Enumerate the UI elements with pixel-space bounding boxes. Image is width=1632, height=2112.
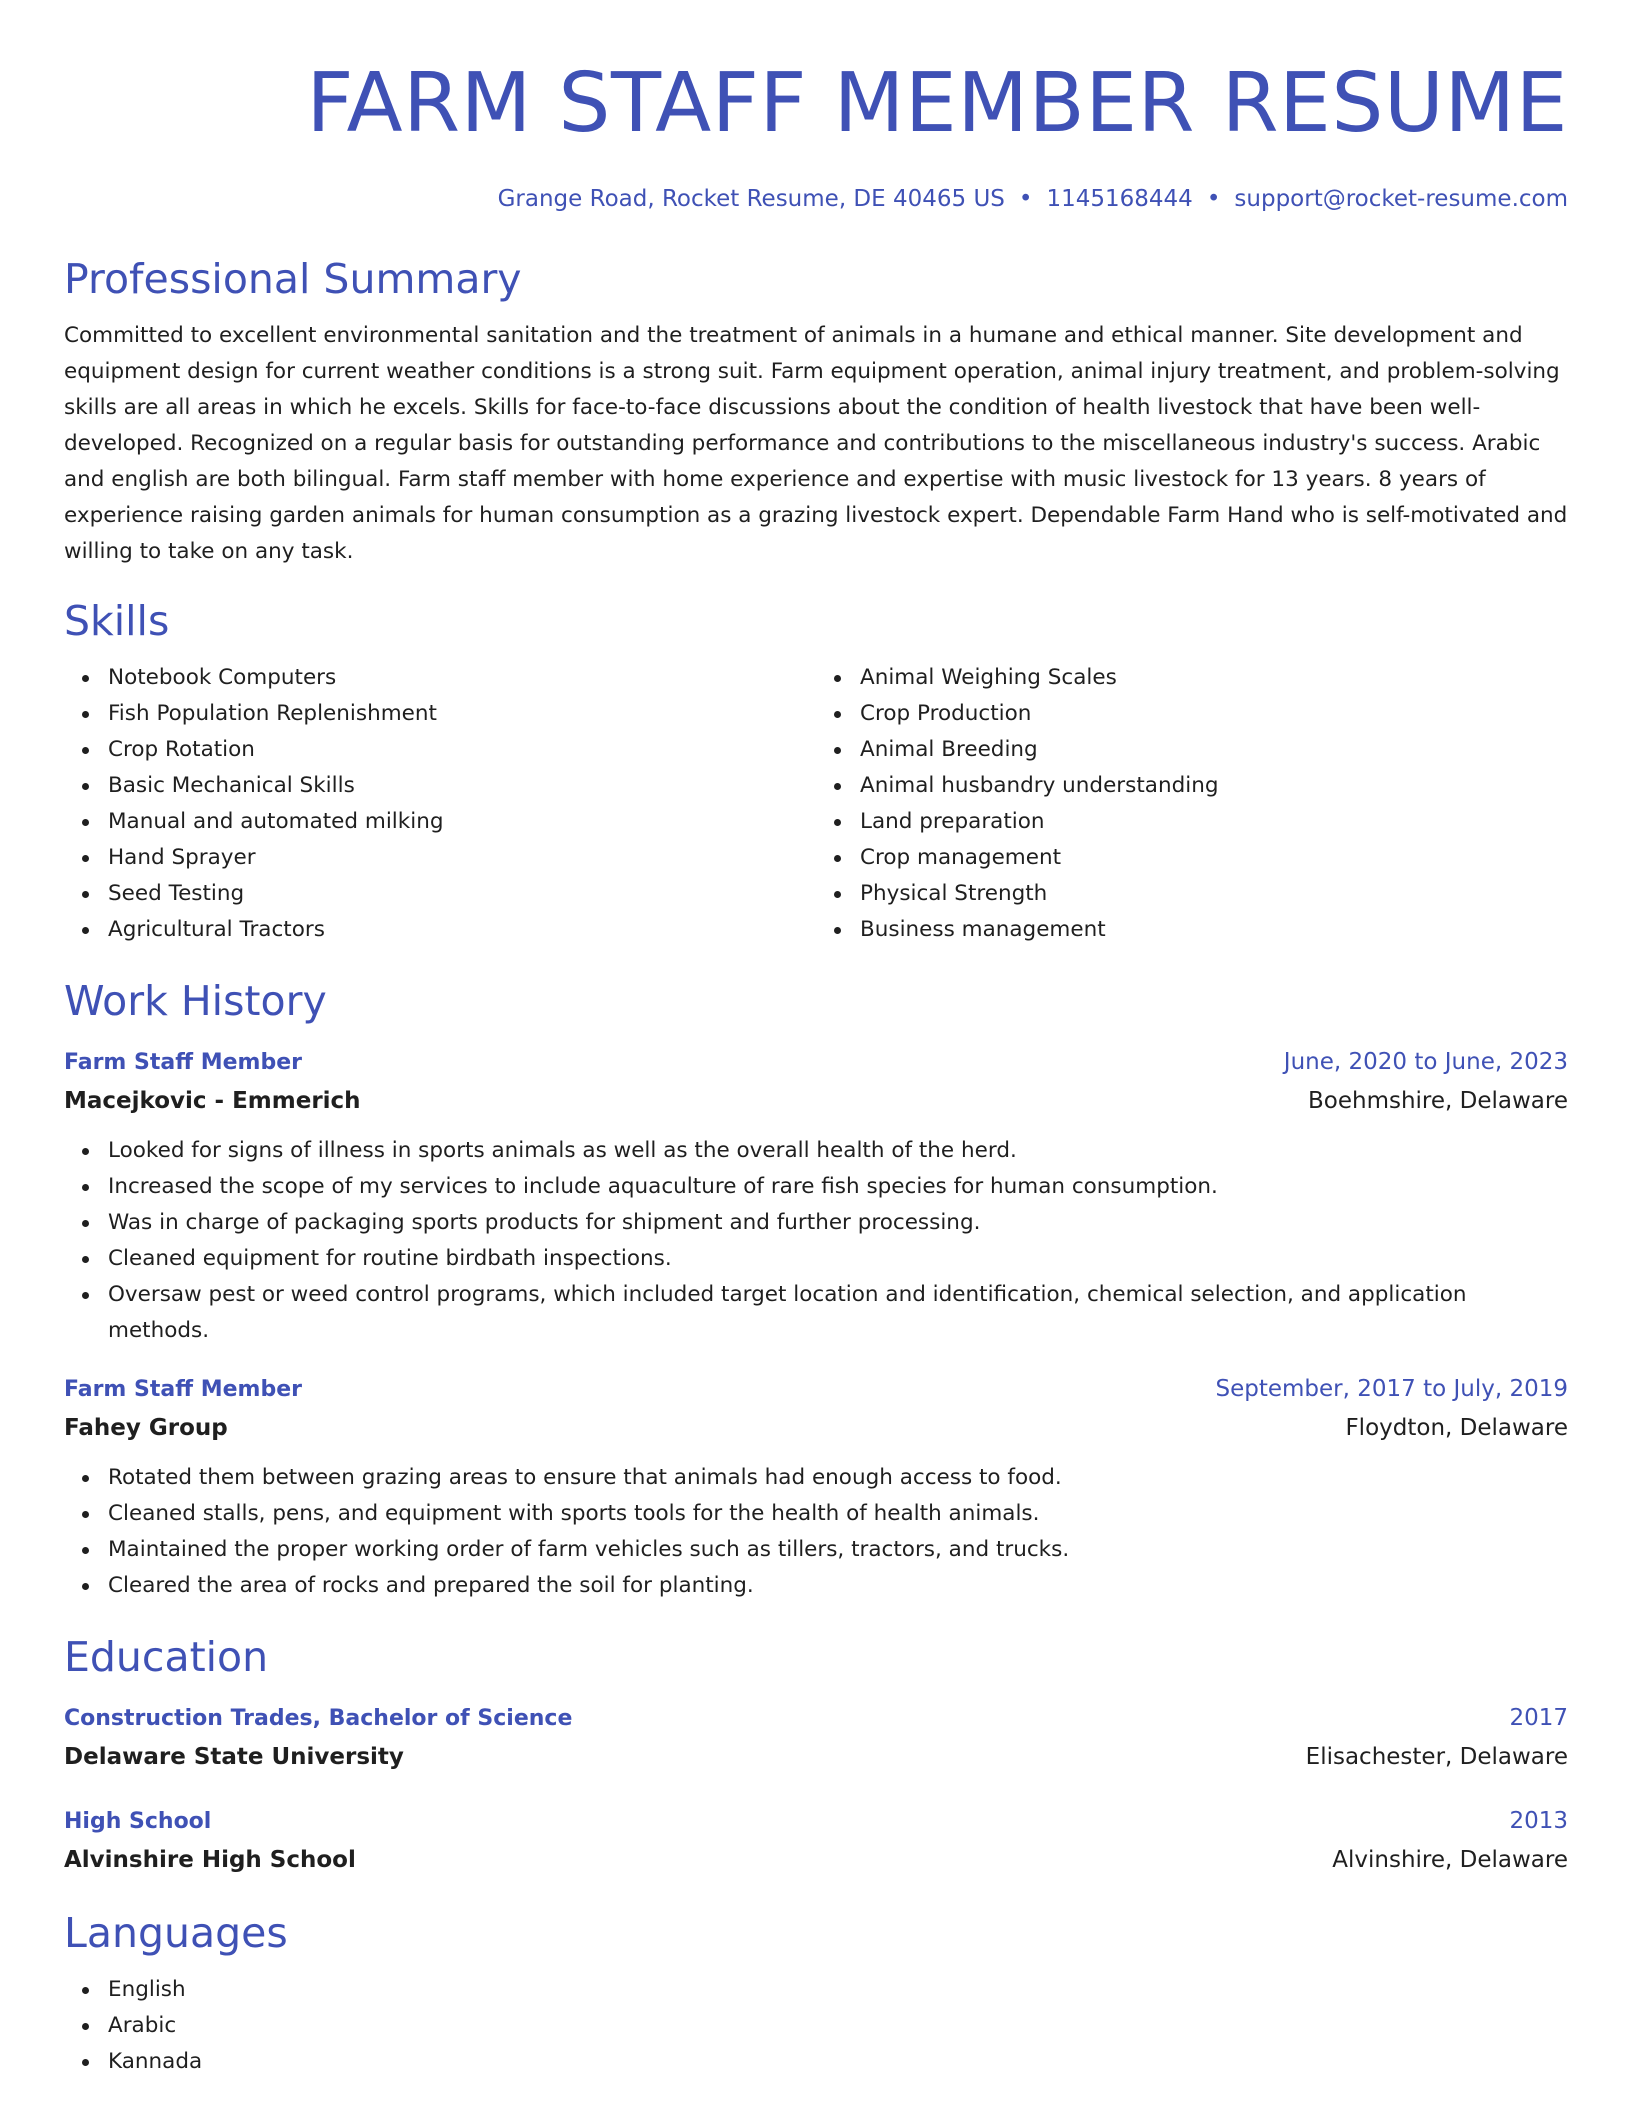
education-entry-header: [64, 1700, 1568, 1737]
skill-item: Business management: [860, 912, 1568, 948]
language-item: English: [108, 1972, 1568, 2008]
education-school: Alvinshire High School: [64, 1847, 356, 1873]
skill-item: Basic Mechanical Skills: [108, 768, 816, 804]
education-degree: High School: [64, 1809, 212, 1834]
education-entry-subheader: [64, 1737, 1568, 1777]
skill-item: Animal Weighing Scales: [860, 660, 1568, 696]
skill-item: Agricultural Tractors: [108, 912, 816, 948]
job-role: Farm Staff Member: [64, 1377, 302, 1402]
job-duty: Looked for signs of illness in sports animals as well as the overall health of the herd.: [108, 1133, 1568, 1169]
education-entry: [64, 1700, 1568, 1777]
education-location: Elisachester, Delaware: [1305, 1744, 1568, 1770]
contact-line: [64, 186, 1568, 212]
job-company: Macejkovic - Emmerich: [64, 1088, 361, 1114]
summary-text: Committed to excellent environmental sanitation and the treatment of animals in a humane and ethical manner. Site development and equipment design for current weather conditions is a strong suit. Farm equipment operation, animal injury treatment, and problem-solving skills are all areas in which he excels. Skills for face-to-face discussions about the condition of health livestock that have been well-developed. Recognized on a regular basis for outstanding performance and contributions to the miscellaneous industry's success. Arabic and english are both bilingual. Farm staff member with home experience and expertise with music livestock for 13 years. 8 years of experience raising garden animals for human consumption as a grazing livestock expert. Dependable Farm Hand who is self-motivated and willing to take on any task.: [64, 323, 1568, 564]
languages-list: [64, 1972, 1568, 2080]
contact-separator: •: [1206, 186, 1221, 212]
job-duty: Cleaned equipment for routine birdbath inspections.: [108, 1241, 1568, 1277]
skills-list-right: [816, 660, 1568, 948]
job-company: Fahey Group: [64, 1415, 228, 1441]
section-title-work-history: Work History: [64, 977, 327, 1025]
skill-item: Crop Production: [860, 696, 1568, 732]
job-duty: Was in charge of packaging sports products for shipment and further processing.: [108, 1205, 1568, 1241]
contact-email: support@rocket-resume.com: [1234, 186, 1568, 212]
section-title-languages: Languages: [64, 1909, 288, 1957]
education-entry-header: [64, 1803, 1568, 1840]
skills-columns: [64, 660, 1568, 948]
work-entry-subheader: [64, 1408, 1568, 1448]
section-title-education: Education: [64, 1633, 269, 1681]
education-entry-subheader: [64, 1840, 1568, 1880]
job-duties-list: [64, 1133, 1568, 1349]
skill-item: Hand Sprayer: [108, 840, 816, 876]
work-entry-subheader: [64, 1081, 1568, 1121]
skill-item: Physical Strength: [860, 876, 1568, 912]
contact-separator: •: [1018, 186, 1033, 212]
education-school: Delaware State University: [64, 1744, 404, 1770]
skill-item: Crop management: [860, 840, 1568, 876]
job-duties-list: [64, 1460, 1568, 1604]
job-location: Boehmshire, Delaware: [1307, 1088, 1568, 1114]
skill-item: Animal husbandry understanding: [860, 768, 1568, 804]
job-duty: Cleared the area of rocks and prepared the soil for planting.: [108, 1568, 1568, 1604]
section-title-summary: Professional Summary: [64, 255, 522, 303]
skill-item: Land preparation: [860, 804, 1568, 840]
contact-address: Grange Road, Rocket Resume, DE 40465 US: [497, 186, 1005, 212]
education-year: 2017: [1509, 1705, 1568, 1731]
language-item: Kannada: [108, 2044, 1568, 2080]
skill-item: Animal Breeding: [860, 732, 1568, 768]
education-year: 2013: [1509, 1808, 1568, 1834]
job-dates: June, 2020 to June, 2023: [1283, 1049, 1568, 1075]
work-entry: [64, 1044, 1568, 1349]
work-entry: [64, 1371, 1568, 1604]
work-entry-header: [64, 1044, 1568, 1081]
job-duty: Increased the scope of my services to include aquaculture of rare fish species for human consumption.: [108, 1169, 1568, 1205]
resume-title: FARM STAFF MEMBER RESUME: [306, 56, 1568, 151]
contact-phone: 1145168444: [1046, 186, 1193, 212]
skill-item: Crop Rotation: [108, 732, 816, 768]
skills-list-left: [64, 660, 816, 948]
education-location: Alvinshire, Delaware: [1332, 1847, 1568, 1873]
education-entry: [64, 1803, 1568, 1880]
job-duty: Oversaw pest or weed control programs, which included target location and identification, chemical selection, and application methods.: [108, 1277, 1568, 1349]
job-duty: Rotated them between grazing areas to ensure that animals had enough access to food.: [108, 1460, 1568, 1496]
language-item: Arabic: [108, 2008, 1568, 2044]
section-title-skills: Skills: [64, 597, 170, 645]
job-role: Farm Staff Member: [64, 1050, 302, 1075]
job-duty: Maintained the proper working order of farm vehicles such as tillers, tractors, and trucks.: [108, 1532, 1568, 1568]
job-dates: September, 2017 to July, 2019: [1215, 1376, 1568, 1402]
skill-item: Manual and automated milking: [108, 804, 816, 840]
skill-item: Fish Population Replenishment: [108, 696, 816, 732]
job-location: Floydton, Delaware: [1345, 1415, 1568, 1441]
skill-item: Notebook Computers: [108, 660, 816, 696]
job-duty: Cleaned stalls, pens, and equipment with sports tools for the health of health animals.: [108, 1496, 1568, 1532]
skill-item: Seed Testing: [108, 876, 816, 912]
work-entry-header: [64, 1371, 1568, 1408]
education-degree: Construction Trades, Bachelor of Science: [64, 1706, 573, 1731]
